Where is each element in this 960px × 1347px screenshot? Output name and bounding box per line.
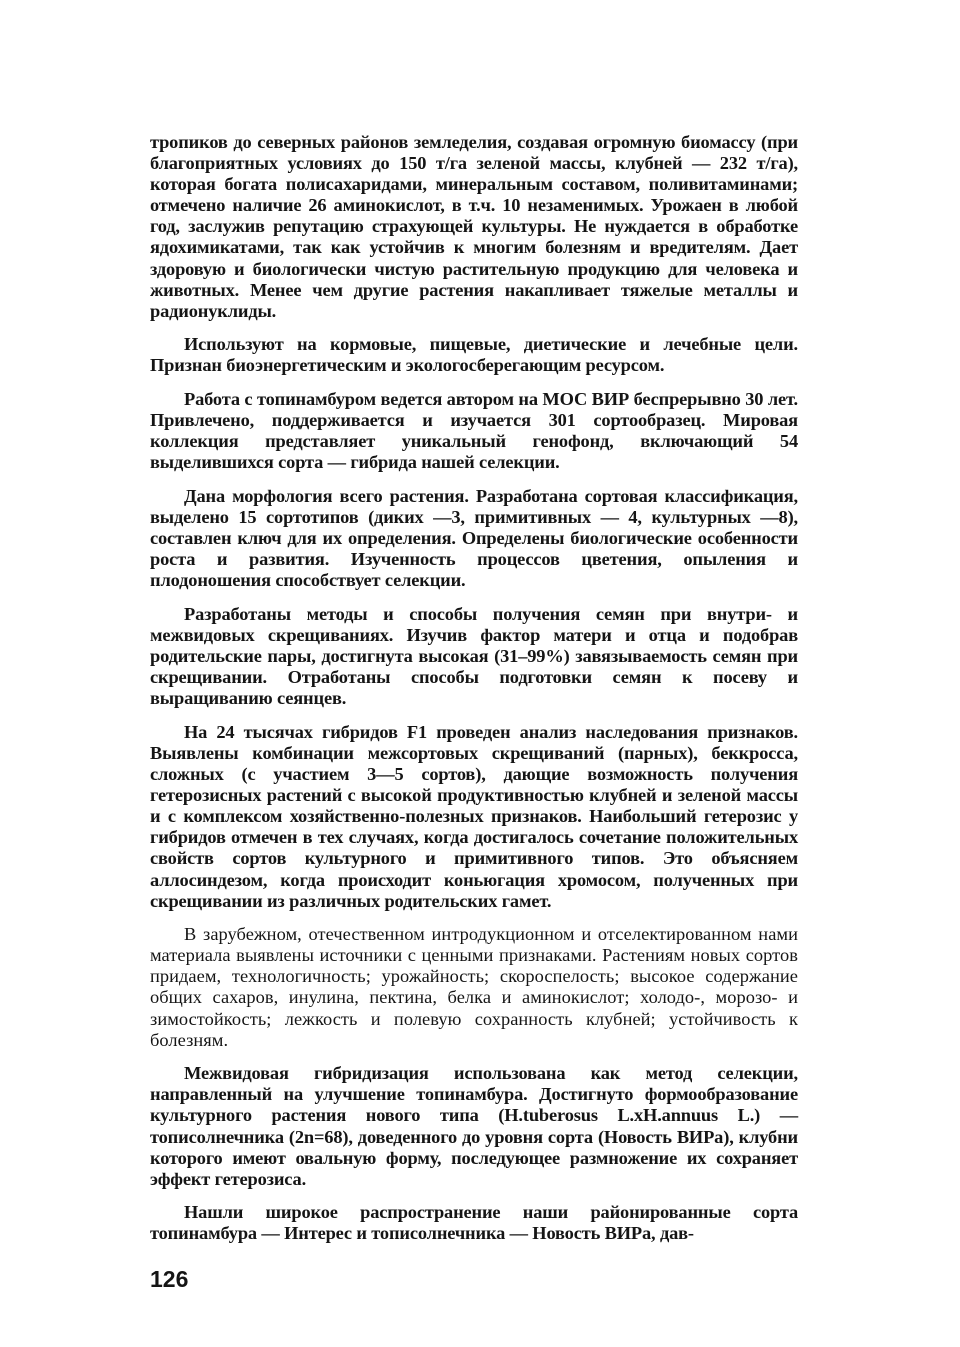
paragraph-9: Нашли широкое распространение наши районированные сорта топинамбура — Интерес и тописолнечника — Новость ВИРа, дав-: [150, 1202, 798, 1244]
paragraph-5: Разработаны методы и способы получения семян при внутри- и межвидовых скрещиваниях. Изучив фактор матери и отца и подобрав родительские пары, достигнута высокая (31–99%) завязываемость семян при скрещивании. Отработаны способы подготовки семян к посеву и выращиванию сеянцев.: [150, 603, 798, 709]
paragraph-4: Дана морфология всего растения. Разработана сортовая классификация, выделено 15 сортотипов (диких —3, примитивных — 4, культурных —8), составлен ключ для их определения. Определены биологические особенности роста и развития. Изученность процессов цветения, опыления и плодоношения способствует селекции.: [150, 485, 798, 591]
body-text: [150, 132, 798, 1257]
paragraph-1: тропиков до северных районов земледелия, создавая огромную биомассу (при благоприятных условиях до 150 т/га зеленой массы, клубней — 232 т/га), которая богата полисахаридами, минеральным составом, поливитаминами; отмечено наличие 26 аминокислот, в т.ч. 10 незаменимых. Урожаен в любой год, заслужив репутацию страхующей культуры. Не нуждается в обработке ядохимикатами, так как устойчив к многим болезням и вредителям. Дает здоровую и биологически чистую растительную продукцию для человека и животных. Менее чем другие растения накапливает тяжелые металлы и радионуклиды.: [150, 132, 798, 321]
paragraph-3: Работа с топинамбуром ведется автором на МОС ВИР беспрерывно 30 лет. Привлечено, поддерживается и изучается 301 сортообразец. Мировая коллекция представляет уникальный генофонд, включающий 54 выделившихся сорта — гибрида нашей селекции.: [150, 389, 798, 473]
paragraph-7: В зарубежном, отечественном интродукционном и отселектированном нами материала выявлены источники с ценными признаками. Растениям новых сортов придаем, технологичность; урожайность; скороспелость; высокое содержание общих сахаров, инулина, пектина, белка и аминокислот; холодо-, морозо- и зимостойкость; лежкость и полевую сохранность клубней; устойчивость к болезням.: [150, 924, 798, 1050]
paragraph-6: На 24 тысячах гибридов F1 проведен анализ наследования признаков. Выявлены комбинации межсортовых скрещиваний (парных), беккросса, сложных (с участием 3—5 сортов), дающие возможность получения гетерозисных растений с высокой продуктивностью клубней и зеленой массы и с комплексом хозяйственно-полезных признаков. Наибольший гетерозис у гибридов отмечен в тех случаях, когда достигалось сочетание положительных свойств сортов культурного и примитивного типов. Это объясняем аллосиндезом, когда происходит коньюгация хромосом, полученных при скрещивании из различных родительских гамет.: [150, 721, 798, 911]
paragraph-2: Используют на кормовые, пищевые, диетические и лечебные цели. Признан биоэнергетическим и экологосберегающим ресурсом.: [150, 334, 798, 376]
paragraph-8: Межвидовая гибридизация использована как метод селекции, направленный на улучшение топинамбура. Достигнуто формообразование культурного растения нового типа (H.tuberosus L.xH.annuus L.) — тописолнечника (2n=68), доведенного до уровня сорта (Новость ВИРа), клубни которого имеют овальную форму, последующее размножение их сохраняет эффект гетерозиса.: [150, 1063, 798, 1189]
page-number: 126: [150, 1266, 189, 1292]
